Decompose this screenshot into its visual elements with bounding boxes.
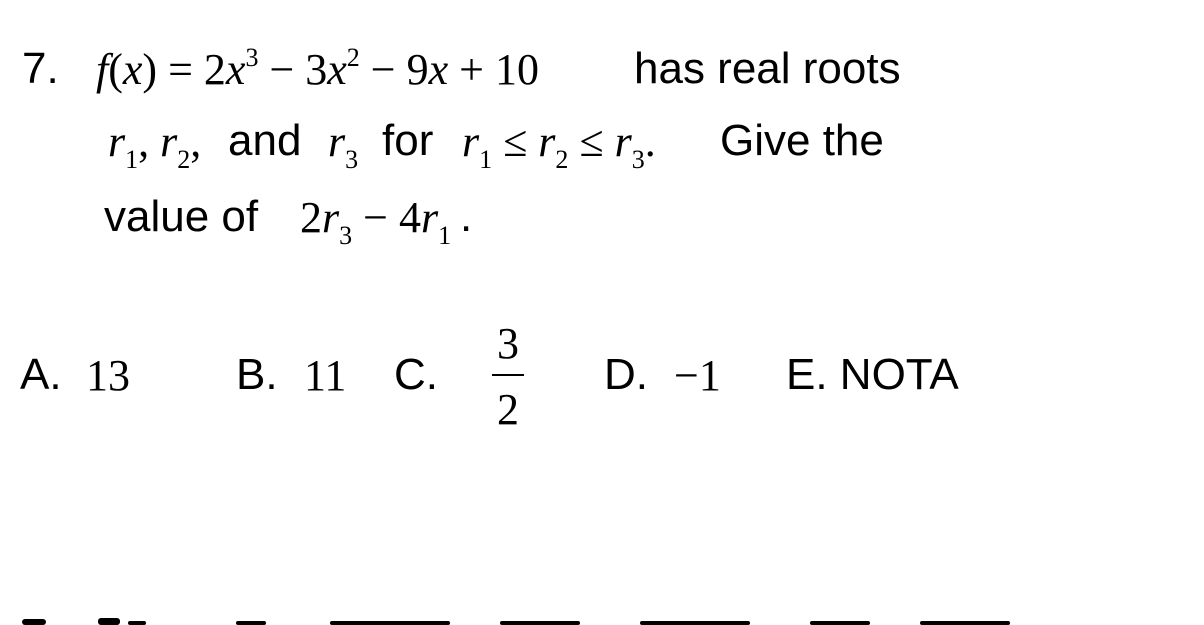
expr-r1-sub: 1 (438, 221, 452, 250)
cutoff-text-fragments (0, 600, 1204, 625)
value-expression (300, 192, 452, 250)
choice-a-label: A. (20, 350, 62, 399)
cutoff-glyph-3 (128, 621, 146, 625)
roots-for: for (382, 116, 434, 165)
eq-exp1: 3 (245, 43, 259, 72)
roots-comma1: , (138, 117, 161, 166)
expr-coef-b: 4 (398, 193, 421, 242)
root-r1-sub: 1 (125, 145, 139, 174)
root-r3 (328, 116, 359, 174)
next-question-cutoff (0, 600, 1204, 625)
eq-exp2: 2 (346, 43, 360, 72)
eq-func: f (96, 45, 109, 94)
cutoff-glyph-7 (640, 621, 750, 625)
expr-r3: r (322, 193, 340, 242)
cutoff-glyph-2 (98, 618, 120, 625)
eq-coef3: 9 (406, 45, 429, 94)
root-r2: r (160, 117, 178, 166)
cutoff-glyph-5 (330, 621, 450, 625)
ineq-leq1: ≤ (492, 117, 539, 166)
choice-b-label: B. (236, 350, 278, 399)
cutoff-glyph-9 (920, 621, 1010, 625)
eq-coef2: 3 (305, 45, 328, 94)
question-text-after-equation: has real roots (634, 44, 901, 93)
ineq-r2: r (538, 117, 556, 166)
roots-inequality (462, 116, 656, 174)
choice-a-value: 13 (86, 351, 130, 400)
ineq-r3: r (614, 117, 632, 166)
roots-give-the: Give the (720, 116, 884, 165)
choice-c-label: C. (394, 350, 438, 399)
eq-plus: + (448, 45, 495, 94)
eq-var: x (122, 45, 143, 94)
eq-const: 10 (494, 45, 539, 94)
roots-list (108, 116, 202, 174)
ineq-leq2: ≤ (568, 117, 615, 166)
cutoff-glyph-8 (810, 621, 870, 625)
question-number: 7. (22, 44, 59, 93)
root-r3-sub: 3 (345, 145, 359, 174)
value-of-text: value of (104, 192, 259, 241)
eq-equals: = (157, 45, 204, 94)
eq-paren-close: ) (142, 45, 158, 94)
eq-var3: x (428, 45, 449, 94)
ineq-r2-sub: 2 (555, 145, 569, 174)
ineq-r3-sub: 3 (631, 145, 645, 174)
question-equation (96, 44, 539, 95)
root-r2-sub: 2 (177, 145, 191, 174)
eq-minus1: − (258, 45, 306, 94)
root-r3-letter: r (328, 117, 346, 166)
roots-comma2: , (190, 117, 202, 166)
root-r1: r (108, 117, 126, 166)
eq-minus2: − (359, 45, 407, 94)
eq-var1: x (225, 45, 246, 94)
choice-b-value: 11 (304, 351, 347, 400)
expr-minus: − (352, 193, 399, 242)
cutoff-glyph-4 (236, 621, 266, 625)
eq-paren-open: ( (108, 45, 123, 94)
eq-coef1: 2 (203, 45, 226, 94)
choice-d-label: D. (604, 350, 648, 399)
value-period: . (460, 192, 473, 241)
ineq-r1-sub: 1 (479, 145, 493, 174)
cutoff-glyph-1 (22, 619, 46, 625)
expr-r3-sub: 3 (339, 221, 353, 250)
ineq-r1: r (462, 117, 480, 166)
choice-c-fraction-bar (492, 374, 524, 376)
cutoff-glyph-6 (500, 621, 580, 625)
eq-var2: x (327, 45, 347, 94)
choice-d-value: −1 (674, 351, 721, 400)
expr-r1: r (420, 193, 439, 242)
choice-e-label: E. NOTA (786, 350, 959, 399)
expr-coef-a: 2 (300, 193, 322, 242)
ineq-period: . (644, 117, 656, 166)
choice-c-numerator: 3 (497, 319, 519, 368)
choice-c-denominator: 2 (497, 385, 519, 434)
roots-and: and (228, 116, 302, 165)
